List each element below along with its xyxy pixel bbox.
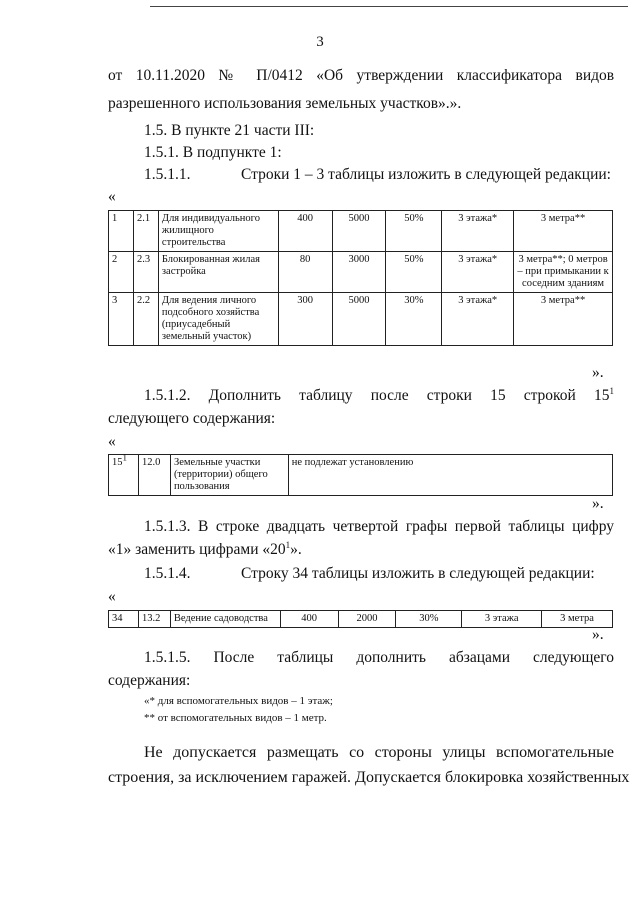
intro-line-2: разрешенного использования земельных участков».». xyxy=(108,95,462,112)
paragraph-1-5-1-2-line-2: следующего содержания: xyxy=(108,410,276,427)
paragraph-1-5-1-1-text: Строки 1 – 3 таблицы изложить в следующей редакции: xyxy=(241,166,611,183)
paragraph-1-5-1-1-number: 1.5.1.1. xyxy=(144,166,191,183)
intro-line-1: от 10.11.2020 № П/0412 «Об утверждении классификатора видов xyxy=(108,67,615,84)
setback: 3 метра** xyxy=(514,211,613,252)
min-area: 400 xyxy=(280,611,338,628)
open-quote-3: « xyxy=(108,588,116,605)
coverage: 50% xyxy=(386,252,442,293)
coverage: 50% xyxy=(386,211,442,252)
paragraph-1-5-1-2-line-1: 1.5.1.2. Дополнить таблицу после строки 15 строкой $15^1$ xyxy=(144,385,614,404)
floors: 3 этажа xyxy=(462,611,542,628)
table-row xyxy=(109,252,613,293)
paragraph-1-5-1-5-line-1: 1.5.1.5. После таблицы дополнить абзацами следующего xyxy=(144,649,615,666)
floors: 3 этажа* xyxy=(442,293,514,346)
footnote-1: «* для вспомогательных видов – 1 этаж; xyxy=(144,695,333,707)
paragraph-1-5: 1.5. В пункте 21 части III: xyxy=(144,122,315,139)
final-paragraph-line-1: Не допускается размещать со стороны улицы вспомогательные xyxy=(144,744,615,761)
min-area: 80 xyxy=(278,252,332,293)
paragraph-1-5-1-4-number: 1.5.1.4. xyxy=(144,565,191,582)
table-row xyxy=(109,455,613,496)
max-area: 2000 xyxy=(338,611,396,628)
row-number: 34 xyxy=(109,611,139,628)
close-quote-2: ». xyxy=(592,495,604,512)
table-row-34 xyxy=(108,610,613,628)
table-row xyxy=(109,611,613,628)
max-area: 5000 xyxy=(332,211,386,252)
final-paragraph-line-2: строения, за исключением гаражей. Допускается блокировка хозяйственных xyxy=(108,769,630,786)
floors: 3 этажа* xyxy=(442,211,514,252)
setback: 3 метра** xyxy=(514,293,613,346)
max-area: 5000 xyxy=(332,293,386,346)
floors: 3 этажа* xyxy=(442,252,514,293)
coverage: 30% xyxy=(396,611,462,628)
top-rule xyxy=(150,6,628,7)
row-number: 3 xyxy=(109,293,134,346)
coverage: 30% xyxy=(386,293,442,346)
paragraph-1-5-1-5-line-2: содержания: xyxy=(108,672,191,689)
close-quote-3: ». xyxy=(592,626,604,643)
paragraph-1-5-1-3-line-2: «1» заменить цифрами «$20^1$». xyxy=(108,539,302,558)
value: не подлежат установлению xyxy=(288,455,612,496)
open-quote-2: « xyxy=(108,433,116,450)
max-area: 3000 xyxy=(332,252,386,293)
table-row xyxy=(109,211,613,252)
code: 12.0 xyxy=(138,455,170,496)
min-area: 300 xyxy=(278,293,332,346)
table-rows-1-3 xyxy=(108,210,613,346)
min-area: 400 xyxy=(278,211,332,252)
paragraph-1-5-1-4-text: Строку 34 таблицы изложить в следующей редакции: xyxy=(241,565,595,582)
footnote-2: ** от вспомогательных видов – 1 метр. xyxy=(144,712,327,724)
page-number: 3 xyxy=(316,34,324,50)
row-number: 2 xyxy=(109,252,134,293)
code: 2.1 xyxy=(133,211,158,252)
code: 2.3 xyxy=(133,252,158,293)
use-type: Земельные участки (территории) общего пользования xyxy=(170,455,288,496)
setback: 3 метра**; 0 метров – при примыкании к соседним зданиям xyxy=(514,252,613,293)
table-row xyxy=(109,293,613,346)
close-quote-1: ». xyxy=(592,364,604,381)
use-type: Для ведения личного подсобного хозяйства (приусадебный земельный участок) xyxy=(158,293,278,346)
paragraph-1-5-1: 1.5.1. В подпункте 1: xyxy=(144,144,282,161)
paragraph-1-5-1-3-line-1: 1.5.1.3. В строке двадцать четвертой графы первой таблицы цифру xyxy=(144,518,614,535)
setback: 3 метра xyxy=(542,611,613,628)
use-type: Для индивидуального жилищного строительства xyxy=(158,211,278,252)
code: 13.2 xyxy=(138,611,170,628)
row-number: 1 xyxy=(109,211,134,252)
table-row-15-1 xyxy=(108,454,613,496)
open-quote: « xyxy=(108,188,116,205)
row-number: $15^1$ xyxy=(109,455,139,496)
use-type: Блокированная жилая застройка xyxy=(158,252,278,293)
code: 2.2 xyxy=(133,293,158,346)
use-type: Ведение садоводства xyxy=(170,611,280,628)
